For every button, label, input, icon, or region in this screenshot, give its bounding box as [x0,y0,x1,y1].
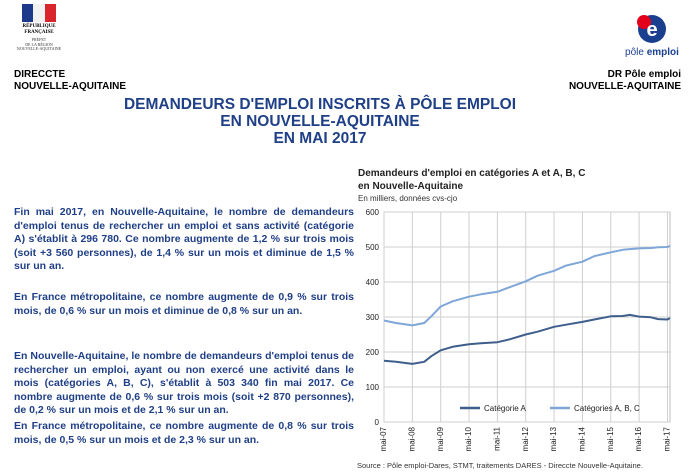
wordmark-prefix: pôle [625,47,647,58]
page-title [80,96,560,147]
y-tick-label: 600 [365,208,379,217]
paragraph-cat-a-region: Fin mai 2017, en Nouvelle-Aquitaine, le nombre de demandeurs d'emploi tenus de rechercher un emploi et sans activité (catégorie A) s'établit à 296 780. Ce nombre augmente de 1,2 % sur trois mois (soit +3 560 personnes), de 1,4 % sur un mois et diminue de 1,5 % sur un an. [14,206,354,272]
chart-title-line1: Demandeurs d'emploi en catégories A et A, B, C [358,168,586,179]
x-tick-label: mai-12 [520,427,530,452]
wordmark-bold: emploi [646,47,679,58]
y-tick-label: 500 [365,243,379,252]
x-tick-label: mai-13 [549,427,559,452]
marianne-flag-icon [22,4,56,22]
y-tick-label: 0 [374,418,379,427]
pole-emploi-logo [620,12,684,60]
direccte-line1: DIRECCTE [14,69,66,80]
title-line1: DEMANDEURS D'EMPLOI INSCRITS À PÔLE EMPLOI [123,96,517,113]
chart-title-line2: en Nouvelle-Aquitaine [358,181,464,192]
dr-pole-emploi-line2: NOUVELLE-AQUITAINE [568,81,681,92]
x-tick-label: mai-14 [577,427,587,452]
x-tick-label: mai-11 [492,427,502,451]
x-tick-label: mai-09 [435,427,445,452]
dr-pole-emploi-line1: DR Pôle emploi [607,69,681,80]
title-line3: EN MAI 2017 [273,130,367,147]
x-tick-label: mai-10 [464,427,474,452]
paragraph-cat-a-france: En France métropolitaine, ce nombre augmente de 0,9 % sur trois mois, de 0,6 % sur un mois et diminue de 0,8 % sur un an. [14,291,354,317]
marianne-logo [14,4,64,58]
pole-emploi-wordmark [620,47,684,58]
legend-label: Catégories A, B, C [574,404,640,413]
pole-emploi-emblem-icon [620,12,684,46]
y-tick-label: 300 [365,313,379,322]
y-tick-label: 400 [365,278,379,287]
direccte-label [14,69,126,93]
prefet-region-text: PRÉFET DE LA RÉGION NOUVELLE-AQUITAINE [16,37,62,51]
paragraph-cat-abc-region: En Nouvelle-Aquitaine, le nombre de demandeurs d'emploi tenus de rechercher un emploi, ayant ou non exercé une activité dans le mois (catégories A, B, C), s'établit à 503 340 fin mai 2017. Ce nombre augmente de 0,6 % sur trois mois (soit +2 870 personnes), de 0,2 % sur un mois et de 2,1 % sur un an. [14,350,354,416]
y-tick-label: 100 [365,383,379,392]
x-tick-label: mai-17 [662,427,672,452]
title-line2: EN NOUVELLE-AQUITAINE [220,113,420,130]
svg-text:e: e [646,19,658,41]
legend-label: Catégorie A [484,404,526,413]
x-tick-label: mai-07 [379,427,389,452]
dr-pole-emploi-label [569,69,681,93]
chart-title [358,167,585,193]
x-tick-label: mai-16 [634,427,644,452]
x-tick-label: mai-08 [407,427,417,452]
republique-francaise-text: RÉPUBLIQUE FRANÇAISE [22,24,56,35]
line-chart [350,200,690,458]
chart-subtitle: En milliers, données cvs-cjo [358,194,458,203]
chart-source: Source : Pôle emploi-Dares, STMT, traitements DARES - Direccte Nouvelle-Aquitaine. [357,461,643,470]
direccte-line2: NOUVELLE-AQUITAINE [14,81,127,92]
x-tick-label: mai-15 [605,427,615,452]
paragraph-cat-abc-france: En France métropolitaine, ce nombre augmente de 0,8 % sur trois mois, de 0,5 % sur un mois et de 2,3 % sur un an. [14,420,354,446]
y-tick-label: 200 [365,348,379,357]
